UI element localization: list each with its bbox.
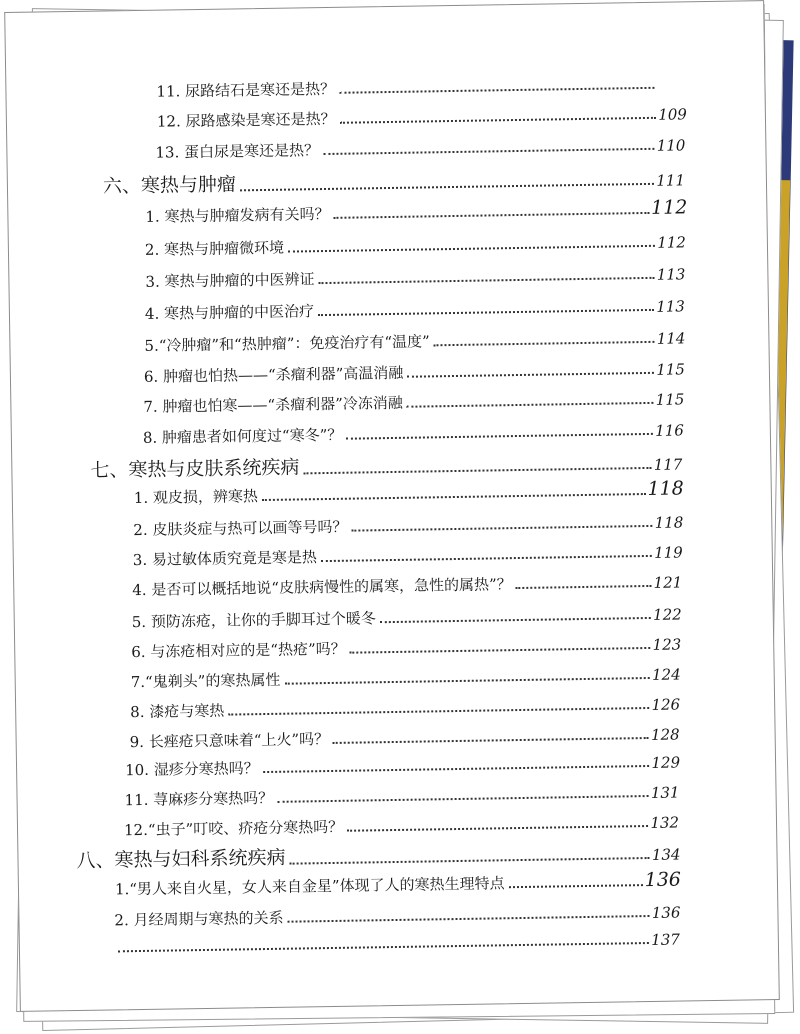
toc-entry-title: 7. 肿瘤也怕寒——“杀瘤利器”冷冻消融: [143, 393, 403, 416]
dot-leader: [339, 87, 654, 94]
dot-leader: [407, 402, 654, 408]
dot-leader: [288, 915, 650, 923]
toc-entry: [145, 230, 686, 259]
toc-entry-title: 6. 与冻疮相对应的是“热疮”吗？: [131, 639, 346, 662]
toc-entry: [144, 326, 685, 355]
dot-leader: [407, 372, 654, 378]
toc-chapter-page: 111: [656, 171, 686, 190]
dot-leader: [319, 277, 655, 284]
dot-leader: [290, 857, 650, 865]
toc-entry: [155, 133, 685, 162]
dot-leader: [350, 647, 651, 654]
toc-entry-page: 137: [651, 930, 680, 949]
toc-entry: [124, 781, 679, 811]
toc-entry-page: 112: [657, 233, 687, 252]
toc-entry-page: 110: [656, 136, 686, 155]
toc-chapter: [90, 446, 682, 482]
toc-chapter-title: 八、寒热与妇科系统疾病: [76, 846, 286, 872]
toc-entry: [124, 811, 679, 841]
toc-entry: [114, 931, 680, 958]
toc-entry: [114, 901, 680, 931]
toc-entry: [132, 602, 682, 632]
toc-entry-page: 132: [650, 813, 680, 832]
toc-entry-page: 136: [644, 868, 682, 892]
dot-leader: [347, 825, 648, 832]
toc-entry-page: 129: [651, 753, 681, 772]
dot-leader: [288, 245, 655, 253]
dot-leader: [346, 433, 653, 440]
toc-entry-page: 126: [651, 695, 681, 714]
toc-chapter: [76, 837, 680, 873]
toc-chapter: [103, 162, 685, 198]
toc-entry-title: 7.“鬼剃头”的寒热属性: [130, 670, 281, 692]
toc-entry: [143, 418, 684, 447]
dot-leader: [380, 617, 651, 623]
toc-entry: [134, 477, 684, 508]
toc-entry-title: 4. 寒热与肿瘤的中医治疗: [144, 302, 315, 323]
toc-entry-title: 1. 寒热与肿瘤发病有关吗？: [145, 204, 330, 226]
dot-leader: [340, 117, 657, 124]
dot-leader: [434, 341, 655, 346]
toc-entry-page: 118: [654, 513, 684, 532]
toc-entry-title: 3. 易过敏体质究竟是寒是热: [132, 548, 318, 570]
toc-entry: [130, 692, 680, 722]
dot-leader: [284, 677, 650, 685]
toc-entry-title: 1.“男人来自火星，女人来自金星”体现了人的寒热生理特点: [114, 874, 505, 899]
toc-entry: [143, 387, 684, 416]
toc-entry-page: 124: [651, 665, 681, 684]
toc-entry-page: 109: [658, 105, 688, 124]
toc-entry: [133, 540, 683, 570]
dot-leader: [118, 942, 649, 952]
toc-entry: [145, 196, 687, 227]
toc-entry-title: 12. 尿路感染是寒还是热？: [156, 109, 336, 131]
toc-entry-page: 121: [653, 573, 683, 592]
toc-entry: [144, 357, 685, 386]
toc-entry-title: 10. 湿疹分寒热吗？: [124, 759, 259, 780]
toc-entry-page: 112: [650, 196, 688, 219]
toc-entry-page: 113: [656, 297, 686, 316]
toc-entry-page: 115: [655, 390, 685, 409]
toc-entry-title: 11. 尿路结石是寒还是热？: [156, 79, 336, 101]
dot-leader: [516, 585, 652, 589]
toc-entry: [145, 294, 685, 323]
dot-leader: [277, 795, 649, 803]
toc-entry-page: 119: [653, 543, 683, 562]
toc-entry-title: 1. 观皮损，辨寒热: [133, 487, 259, 508]
toc-entry: [130, 723, 680, 753]
dot-leader: [351, 525, 652, 532]
toc-entry-page: 114: [656, 329, 686, 348]
dot-leader: [334, 212, 650, 219]
table-of-contents: [5, 1, 779, 1011]
dot-leader: [321, 555, 652, 562]
toc-entry-page: 113: [656, 265, 686, 284]
toc-entry-page: 118: [647, 477, 684, 500]
toc-page: [4, 0, 780, 1012]
toc-entry-title: 11. 荨麻疹分寒热吗？: [124, 788, 274, 810]
toc-chapter-title: 六、寒热与肿瘤: [102, 173, 237, 198]
toc-entry: [125, 751, 680, 781]
dot-leader: [509, 884, 643, 888]
toc-entry-title: 2. 月经周期与寒热的关系: [114, 908, 284, 930]
toc-entry: [145, 262, 685, 291]
toc-entry: [157, 102, 687, 131]
toc-entry-title: 3. 寒热与肿瘤的中医辨证: [145, 270, 315, 291]
toc-entry: [132, 570, 682, 600]
toc-entry-page: 128: [650, 725, 680, 744]
toc-entry-title: 5. 预防冻疮，让你的手脚耳过个暖冬: [131, 609, 376, 632]
dot-leader: [303, 467, 651, 474]
toc-entry-title: 2. 皮肤炎症与热可以画等号吗？: [133, 517, 348, 540]
dot-leader: [262, 493, 646, 501]
toc-entry: [133, 510, 683, 540]
toc-chapter-title: 七、寒热与皮肤系统疾病: [90, 456, 300, 482]
toc-entry-title: 9. 长痤疮只意味着“上火”吗？: [129, 730, 330, 752]
dot-leader: [263, 765, 650, 773]
toc-entry-title: 13. 蛋白尿是寒还是热？: [155, 141, 320, 162]
dot-leader: [323, 148, 655, 155]
dot-leader: [333, 737, 649, 744]
dot-leader: [318, 309, 654, 316]
toc-entry: [131, 632, 681, 662]
toc-entry-page: 116: [655, 421, 684, 440]
toc-entry-title: 4. 是否可以概括地说“皮肤病慢性的属寒，急性的属热”？: [132, 575, 512, 600]
toc-entry-title: 8. 肿瘤患者如何度过“寒冬”？: [142, 425, 343, 447]
toc-entry-page: 131: [650, 783, 680, 802]
toc-entry-page: 136: [651, 903, 681, 922]
toc-entry-title: 2. 寒热与肿瘤微环境: [144, 238, 285, 259]
toc-entry-page: 122: [652, 605, 682, 624]
dot-leader: [240, 183, 654, 192]
toc-entry-title: 8. 漆疮与寒热: [130, 701, 225, 722]
toc-entry-title: 6. 肿瘤也怕热——“杀瘤利器”高温消融: [143, 363, 404, 386]
toc-entry-page: 123: [652, 635, 682, 654]
toc-chapter-page: 117: [653, 455, 683, 474]
toc-entry-title: 5.“冷肿瘤”和“热肿瘤”：免疫治疗有“温度”: [144, 332, 430, 355]
dot-leader: [228, 707, 649, 716]
toc-entry: [115, 869, 681, 900]
toc-entry-page: 115: [656, 360, 686, 379]
toc-entry: [156, 73, 656, 102]
toc-entry-title: 12.“虫子”叮咬、疥疮分寒热吗？: [123, 817, 344, 840]
toc-chapter-page: 134: [651, 845, 681, 864]
toc-entry: [131, 662, 681, 692]
